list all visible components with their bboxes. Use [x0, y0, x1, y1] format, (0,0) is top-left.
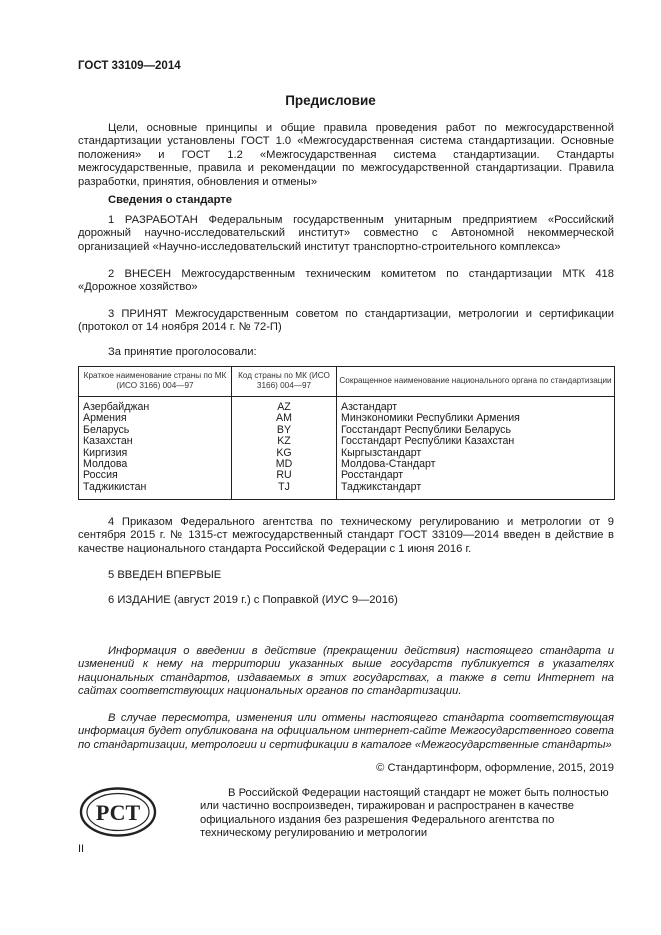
code-cell: TJ [232, 482, 337, 500]
doc-code-header: ГОСТ 33109—2014 [78, 60, 181, 72]
country-cell: Киргизия [79, 448, 232, 459]
item-4 [78, 516, 614, 556]
body-cell: Росстандарт [337, 470, 615, 481]
col-header-code: Код страны по МК (ИСО 3166) 004—97 [232, 367, 337, 397]
country-cell: Армения [79, 413, 232, 424]
rst-certification-mark-icon [78, 786, 158, 838]
item-1-text: 1 РАЗРАБОТАН Федеральным государственным унитарным предприятием «Российский дорожный научно-исследовательский институт» совместно с Автономной некоммерческой организацией «Научно-исследовательский институт транспортно-строительного комплекса» [78, 214, 614, 253]
voted-label [78, 346, 614, 359]
section-title: Сведения о стандарте [108, 194, 232, 206]
country-cell: Таджикистан [79, 482, 232, 500]
code-cell: AM [232, 413, 337, 424]
intro-text: Цели, основные принципы и общие правила проведения работ по межгосударственной стандартизации установлены ГОСТ 1.0 «Межгосударственная система стандартизации. Основные положения» и ГОСТ 1.2 «Межгосударственная система стандартизации. Стандарты межгосударственные, правила и рекомендации по межгосударственной стандартизации. Правила разработки, принятия, обновления и отмены» [78, 122, 614, 188]
country-cell: Казахстан [79, 436, 232, 447]
code-cell: MD [232, 459, 337, 470]
body-cell: Госстандарт Республики Беларусь [337, 425, 615, 436]
body-cell: Молдова-Стандарт [337, 459, 615, 470]
item-4-text: 4 Приказом Федерального агентства по техническому регулированию и метрологии от 9 сентября 2015 г. № 1315-ст межгосударственный стандарт ГОСТ 33109—2014 введен в действие в качестве национального стандарта Российской Федерации с 1 июня 2016 г. [78, 516, 614, 555]
logo-text: РСТ [95, 800, 141, 825]
info-note-2-text: В случае пересмотра, изменения или отмены настоящего стандарта соответствующая информация будет опубликована на официальном интернет-сайте Межгосударственного совета по стандартизации, метрологии и сертификации в каталоге «Межгосударственные стандарты» [78, 712, 614, 751]
info-note-2 [78, 712, 614, 752]
intro-paragraph [78, 122, 614, 189]
notice-text: В Российской Федерации настоящий стандарт не может быть полностью или частично воспроизведен, тиражирован и распространен в качестве официального издания без разрешения Федерального агентства по техническому регулированию и метрологии [200, 787, 609, 840]
table-row [79, 482, 615, 500]
voting-table [78, 366, 615, 500]
voted-text: За принятие проголосовали: [108, 346, 257, 358]
code-cell: KZ [232, 436, 337, 447]
code-cell: RU [232, 470, 337, 481]
item-3-text: 3 ПРИНЯТ Межгосударственным советом по стандартизации, метрологии и сертификации (протокол от 14 ноября 2014 г. № 72-П) [78, 308, 614, 334]
item-5 [78, 569, 614, 582]
body-cell: Азстандарт [337, 397, 615, 414]
country-cell: Россия [79, 470, 232, 481]
table-header-row [79, 367, 615, 397]
country-cell: Молдова [79, 459, 232, 470]
body-cell: Минэкономики Республики Армения [337, 413, 615, 424]
item-1 [78, 214, 614, 254]
col-header-country: Краткое наименование страны по МК (ИСО 3166) 004—97 [79, 367, 232, 397]
body-cell: Кыргызстандарт [337, 448, 615, 459]
body-cell: Таджикстандарт [337, 482, 615, 500]
col-header-body: Сокращенное наименование национального органа по стандартизации [337, 367, 615, 397]
info-note-1-text: Информация о введении в действие (прекращении действия) настоящего стандарта и изменений к нему на территории указанных выше государств публикуется в указателях национальных стандартов, издаваемых в этих государствах, а также в сети Интернет на сайтах соответствующих национальных органов по стандартизации. [78, 645, 614, 698]
code-cell: BY [232, 425, 337, 436]
code-cell: AZ [232, 397, 337, 414]
table-row [79, 397, 615, 414]
body-cell: Госстандарт Республики Казахстан [337, 436, 615, 447]
copyright-line: © Стандартинформ, оформление, 2015, 2019 [376, 762, 614, 774]
page-title: Предисловие [285, 93, 376, 108]
country-cell: Беларусь [79, 425, 232, 436]
page-number: II [78, 843, 85, 855]
reproduction-notice [200, 787, 615, 841]
country-cell: Азербайджан [79, 397, 232, 414]
table-row [79, 436, 615, 447]
item-6-text: 6 ИЗДАНИЕ (август 2019 г.) с Поправкой (ИУС 9—2016) [108, 594, 398, 606]
item-6 [78, 594, 614, 607]
code-cell: KG [232, 448, 337, 459]
item-2-text: 2 ВНЕСЕН Межгосударственным техническим комитетом по стандартизации МТК 418 «Дорожное хозяйство» [78, 268, 614, 294]
item-3 [78, 308, 614, 335]
item-2 [78, 268, 614, 295]
item-5-text: 5 ВВЕДЕН ВПЕРВЫЕ [108, 569, 222, 581]
info-note-1 [78, 645, 614, 699]
